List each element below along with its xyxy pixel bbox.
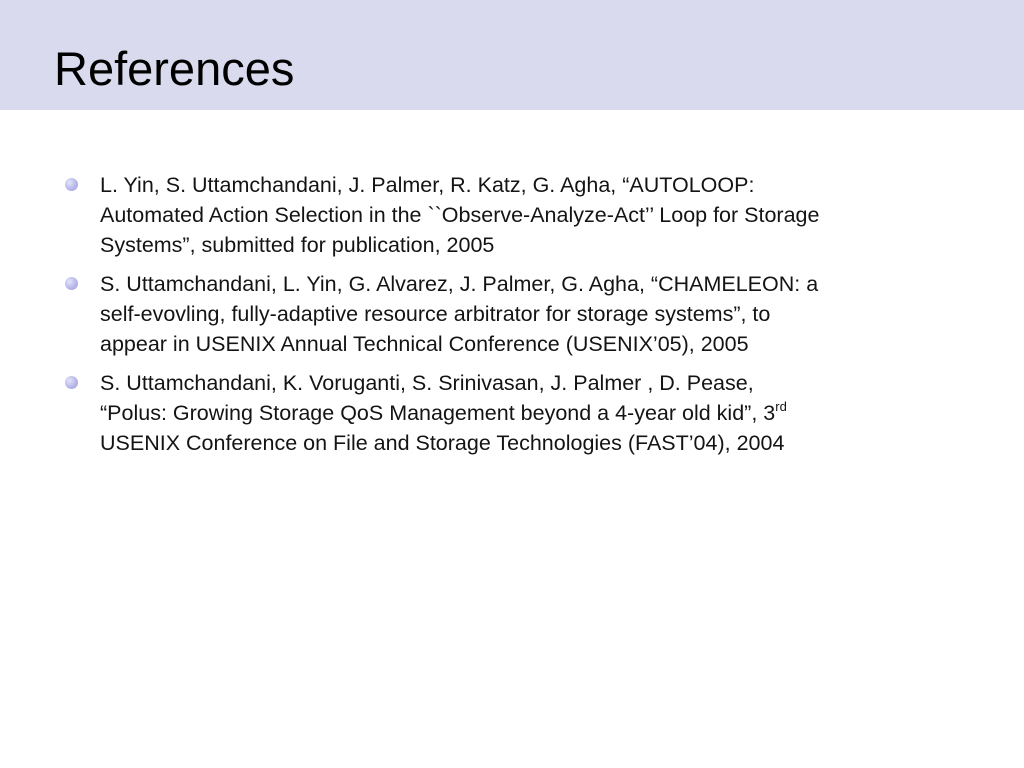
reference-item bbox=[0, 368, 1024, 458]
ordinal-superscript: rd bbox=[775, 399, 787, 414]
reference-line: Systems”, submitted for publication, 2005 bbox=[100, 233, 495, 257]
reference-line: self-evovling, fully-adaptive resource arbitrator for storage systems”, to bbox=[100, 302, 771, 326]
reference-line-with-superscript bbox=[100, 398, 984, 428]
bullet-icon bbox=[65, 178, 78, 191]
bullet-icon bbox=[65, 376, 78, 389]
reference-item bbox=[0, 269, 1024, 359]
reference-line: S. Uttamchandani, K. Voruganti, S. Srinivasan, J. Palmer , D. Pease, bbox=[100, 371, 754, 395]
reference-list bbox=[0, 170, 1024, 467]
slide-title: References bbox=[54, 42, 295, 95]
reference-line: appear in USENIX Annual Technical Conference (USENIX’05), 2005 bbox=[100, 332, 749, 356]
reference-line: Automated Action Selection in the ``Observe-Analyze-Act’’ Loop for Storage bbox=[100, 203, 820, 227]
bullet-icon bbox=[65, 277, 78, 290]
reference-line: S. Uttamchandani, L. Yin, G. Alvarez, J. Palmer, G. Agha, “CHAMELEON: a bbox=[100, 272, 819, 296]
reference-line-text: “Polus: Growing Storage QoS Management beyond a 4-year old kid”, 3 bbox=[100, 401, 776, 425]
reference-line: USENIX Conference on File and Storage Technologies (FAST’04), 2004 bbox=[100, 431, 785, 455]
reference-line: L. Yin, S. Uttamchandani, J. Palmer, R. Katz, G. Agha, “AUTOLOOP: bbox=[100, 173, 755, 197]
slide-header bbox=[0, 0, 1024, 110]
reference-item bbox=[0, 170, 1024, 260]
